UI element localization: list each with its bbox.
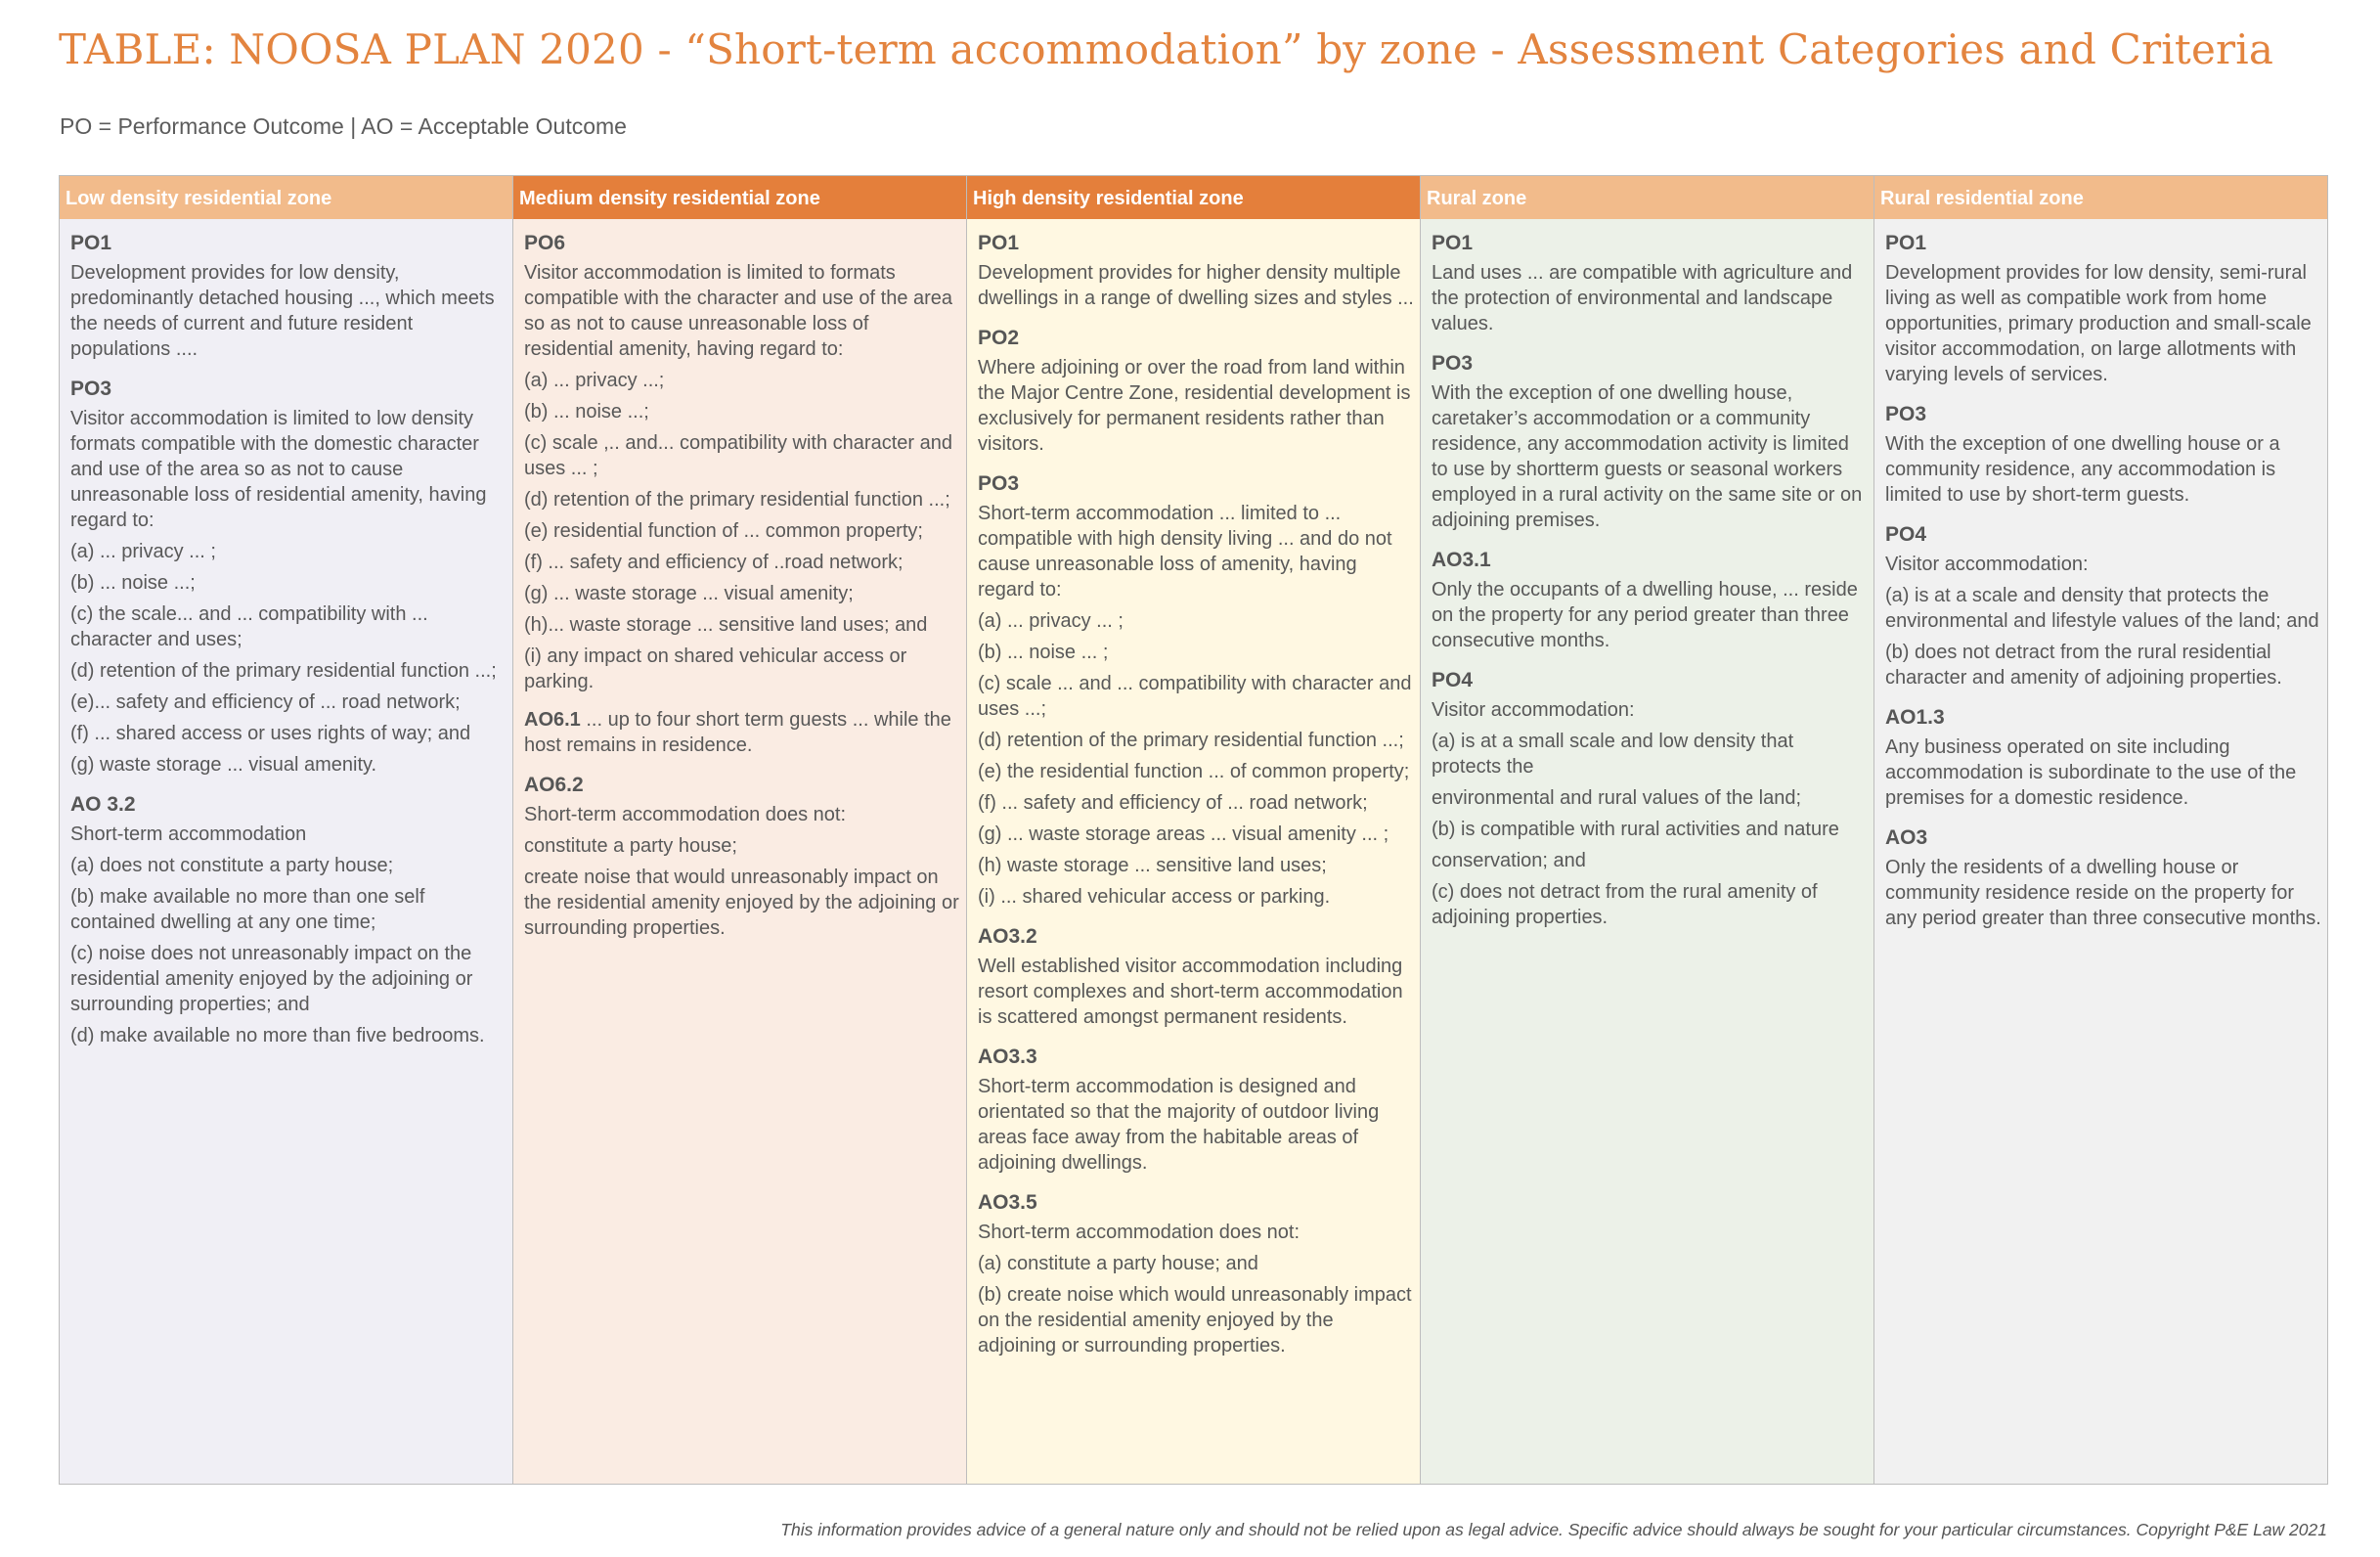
criteria-item <box>1432 546 1868 653</box>
criteria-lead-text: ... up to four short term guests ... while the host remains in residence. <box>524 709 951 756</box>
criteria-text <box>524 707 960 758</box>
criteria-item <box>1885 229 2321 387</box>
criteria-code: AO3 <box>1885 826 1928 849</box>
criteria-code: PO2 <box>978 327 1020 349</box>
criteria-text: conservation; and <box>1432 850 1586 871</box>
criteria-text: Short-term accommodation <box>70 823 307 845</box>
criteria-text: environmental and rural values of the land; <box>1432 787 1802 809</box>
criteria-code: AO6.1 <box>524 709 581 731</box>
criteria-text: Only the residents of a dwelling house or community residence reside on the property for any period greater than three consecutive months. <box>1885 857 2321 929</box>
criteria-text: (b) ... noise ...; <box>70 572 196 594</box>
criteria-text: (h) waste storage ... sensitive land uses; <box>978 855 1327 876</box>
criteria-text: (d) retention of the primary residential function ...; <box>978 730 1404 751</box>
column-header: Low density residential zone <box>60 176 512 219</box>
column-high-density <box>967 176 1421 1484</box>
criteria-item <box>1885 520 2321 690</box>
criteria-code: PO3 <box>978 472 1020 495</box>
column-body <box>513 219 966 1484</box>
criteria-item <box>978 922 1414 1030</box>
criteria-text: (c) noise does not unreasonably impact on the residential amenity enjoyed by the adjoining or surrounding properties; and <box>70 943 473 1015</box>
column-header: Rural zone <box>1421 176 1873 219</box>
legend-subtitle: PO = Performance Outcome | AO = Acceptable Outcome <box>60 113 627 139</box>
criteria-text: (a) ... privacy ... ; <box>978 610 1124 632</box>
criteria-item <box>1432 229 1868 336</box>
criteria-text: Development provides for higher density multiple dwellings in a range of dwelling sizes and styles ... <box>978 262 1414 309</box>
criteria-item <box>978 324 1414 457</box>
criteria-text: (f) ... shared access or uses rights of way; and <box>70 723 471 744</box>
criteria-item <box>978 229 1414 311</box>
criteria-item <box>1432 666 1868 930</box>
criteria-text: Visitor accommodation: <box>1885 554 2089 575</box>
criteria-text: (g) waste storage ... visual amenity. <box>70 754 377 776</box>
criteria-text: (b) create noise which would unreasonably impact on the residential amenity enjoyed by the adjoining or surrounding properties. <box>978 1284 1412 1357</box>
criteria-text: (d) make available no more than five bedrooms. <box>70 1025 485 1046</box>
criteria-text: (a) ... privacy ...; <box>524 370 665 391</box>
criteria-text: (e)... safety and efficiency of ... road network; <box>70 691 461 713</box>
criteria-item <box>524 229 960 694</box>
criteria-item <box>1432 349 1868 533</box>
criteria-text: (c) scale ,.. and... compatibility with character and uses ... ; <box>524 432 952 479</box>
criteria-text: (c) does not detract from the rural amenity of adjoining properties. <box>1432 881 1818 928</box>
criteria-text: Any business operated on site including accommodation is subordinate to the use of the premises for a domestic residence. <box>1885 736 2297 809</box>
column-body <box>967 219 1420 1484</box>
disclaimer: This information provides advice of a general nature only and should not be relied upon as legal advice. Specific advice should always be sought for your particular circumstances. Copyright P&E Law 2021 <box>780 1520 2327 1539</box>
criteria-text: (i) ... shared vehicular access or parking. <box>978 886 1331 908</box>
criteria-text: (f) ... safety and efficiency of ... road network; <box>978 792 1368 814</box>
criteria-text: (e) the residential function ... of common property; <box>978 761 1410 782</box>
criteria-code: PO1 <box>1432 232 1474 254</box>
page-title: TABLE: NOOSA PLAN 2020 - “Short-term accommodation” by zone - Assessment Categories and Criteria <box>59 25 2274 73</box>
criteria-code: AO3.2 <box>978 925 1037 948</box>
criteria-text: (a) ... privacy ... ; <box>70 541 216 562</box>
criteria-code: PO3 <box>1885 403 1927 425</box>
criteria-code: AO3.1 <box>1432 549 1491 571</box>
column-rural <box>1421 176 1874 1484</box>
criteria-item <box>70 229 507 362</box>
column-medium-density <box>513 176 967 1484</box>
column-rural-residential <box>1874 176 2327 1484</box>
criteria-text: With the exception of one dwelling house, caretaker’s accommodation or a community residence, any accommodation activity is limited to use by shortterm guests or seasonal workers employed in a rural activity on the same site or on adjoining premises. <box>1432 382 1863 531</box>
criteria-text: (f) ... safety and efficiency of ..road network; <box>524 552 904 573</box>
criteria-text: (b) ... noise ... ; <box>978 642 1109 663</box>
criteria-text: (b) make available no more than one self contained dwelling at any one time; <box>70 886 425 933</box>
criteria-text: (c) scale ... and ... compatibility with character and uses ...; <box>978 673 1412 720</box>
criteria-item <box>978 469 1414 910</box>
criteria-text: Short-term accommodation does not: <box>978 1222 1300 1243</box>
criteria-text: (b) does not detract from the rural residential character and amenity of adjoining properties. <box>1885 642 2282 689</box>
criteria-text: (b) is compatible with rural activities and nature <box>1432 819 1839 840</box>
criteria-code: AO3.3 <box>978 1045 1037 1068</box>
criteria-text: (a) constitute a party house; and <box>978 1253 1258 1274</box>
criteria-item <box>1885 703 2321 811</box>
criteria-text: Visitor accommodation is limited to formats compatible with the character and use of the area so as not to cause unreasonable loss of residential amenity, having regard to: <box>524 262 953 360</box>
criteria-text: Land uses ... are compatible with agriculture and the protection of environmental and landscape values. <box>1432 262 1853 334</box>
criteria-text: create noise that would unreasonably impact on the residential amenity enjoyed by the adjoining or surrounding properties. <box>524 867 959 939</box>
column-body <box>60 219 512 1484</box>
criteria-code: AO 3.2 <box>70 793 136 816</box>
criteria-text: Only the occupants of a dwelling house, ... reside on the property for any period greater than three consecutive months. <box>1432 579 1858 651</box>
criteria-text: (e) residential function of ... common property; <box>524 520 923 542</box>
criteria-text: Short-term accommodation does not: <box>524 804 847 825</box>
criteria-text: (d) retention of the primary residential function ...; <box>524 489 950 511</box>
criteria-text: (c) the scale... and ... compatibility with ... character and uses; <box>70 603 428 650</box>
criteria-item <box>1885 823 2321 931</box>
column-body <box>1874 219 2327 1484</box>
criteria-code: AO6.2 <box>524 774 584 796</box>
column-body <box>1421 219 1873 1484</box>
column-header: Rural residential zone <box>1874 176 2327 219</box>
criteria-text: (g) ... waste storage ... visual amenity; <box>524 583 854 604</box>
criteria-item <box>524 707 960 758</box>
criteria-code: PO4 <box>1885 523 1927 546</box>
criteria-text: (b) ... noise ...; <box>524 401 649 423</box>
criteria-code: PO4 <box>1432 669 1474 691</box>
criteria-item <box>70 790 507 1048</box>
criteria-text: (h)... waste storage ... sensitive land uses; and <box>524 614 928 636</box>
criteria-text: (a) is at a small scale and low density that protects the <box>1432 731 1794 778</box>
criteria-code: PO6 <box>524 232 566 254</box>
criteria-text: Development provides for low density, predominantly detached housing ..., which meets the needs of current and future resident populations .... <box>70 262 495 360</box>
criteria-text: (a) is at a scale and density that protects the environmental and lifestyle values of the land; and <box>1885 585 2319 632</box>
criteria-code: PO1 <box>70 232 112 254</box>
criteria-code: PO1 <box>978 232 1020 254</box>
criteria-item <box>978 1188 1414 1358</box>
criteria-text: (g) ... waste storage areas ... visual amenity ... ; <box>978 823 1389 845</box>
criteria-text: (i) any impact on shared vehicular access or parking. <box>524 645 907 692</box>
criteria-text: Where adjoining or over the road from land within the Major Centre Zone, residential development is exclusively for permanent residents rather than visitors. <box>978 357 1411 455</box>
criteria-code: PO1 <box>1885 232 1927 254</box>
criteria-text: With the exception of one dwelling house or a community residence, any accommodation is limited to use by short-term guests. <box>1885 433 2280 506</box>
criteria-text: Short-term accommodation ... limited to ... compatible with high density living ... and do not cause unreasonable loss of amenity, having regard to: <box>978 503 1392 601</box>
criteria-item <box>1885 400 2321 508</box>
criteria-text: Visitor accommodation is limited to low density formats compatible with the domestic character and use of the area so as not to cause unreasonable loss of residential amenity, having regard to: <box>70 408 487 531</box>
criteria-item <box>70 375 507 778</box>
column-header: Medium density residential zone <box>513 176 966 219</box>
criteria-code: AO1.3 <box>1885 706 1945 729</box>
criteria-text: constitute a party house; <box>524 835 737 857</box>
column-low-density <box>60 176 513 1484</box>
criteria-code: PO3 <box>70 378 112 400</box>
criteria-text: (d) retention of the primary residential function ...; <box>70 660 497 682</box>
criteria-code: PO3 <box>1432 352 1474 375</box>
criteria-text: Short-term accommodation is designed and orientated so that the majority of outdoor living areas face away from the habitable areas of adjoining dwellings. <box>978 1076 1380 1174</box>
criteria-text: Well established visitor accommodation including resort complexes and short-term accommodation is scattered amongst permanent residents. <box>978 956 1403 1028</box>
criteria-table <box>59 175 2328 1485</box>
criteria-item <box>978 1043 1414 1176</box>
criteria-text: Visitor accommodation: <box>1432 699 1635 721</box>
criteria-text: (a) does not constitute a party house; <box>70 855 394 876</box>
criteria-code: AO3.5 <box>978 1191 1037 1214</box>
criteria-item <box>524 771 960 941</box>
criteria-text: Development provides for low density, semi-rural living as well as compatible work from home opportunities, primary production and small-scale visitor accommodation, on large allotments with varying levels of services. <box>1885 262 2312 385</box>
column-header: High density residential zone <box>967 176 1420 219</box>
